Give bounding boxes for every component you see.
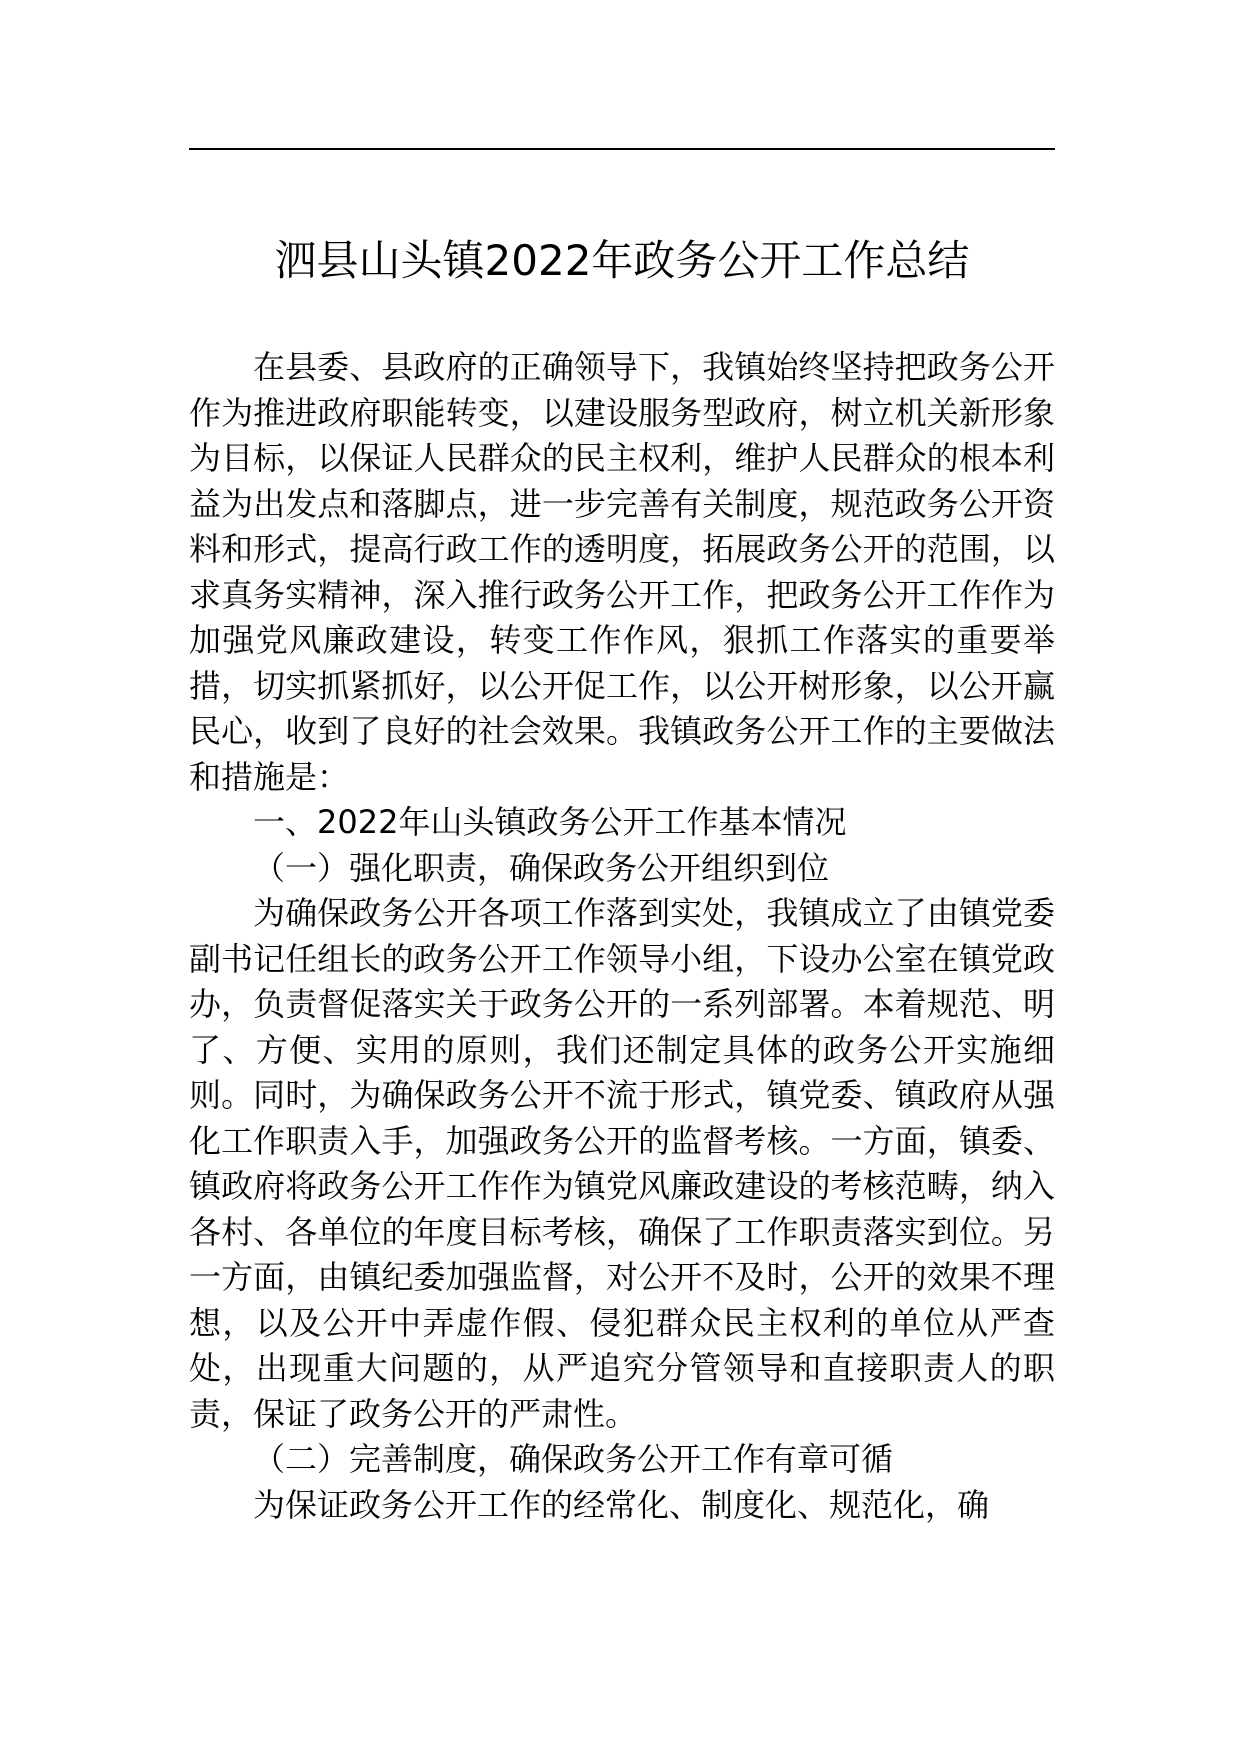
- intro-paragraph: 在县委、县政府的正确领导下，我镇始终坚持把政务公开作为推进政府职能转变，以建设服务型政府，树立机关新形象为目标，以保证人民群众的民主权利，维护人民群众的根本利益为出发点和落脚点，进一步完善有关制度，规范政务公开资料和形式，提高行政工作的透明度，拓展政务公开的范围，以求真务实精神，深入推行政务公开工作，把政务公开工作作为加强党风廉政建设，转变工作作风，狠抓工作落实的重要举措，切实抓紧抓好，以公开促工作，以公开树形象，以公开赢民心，收到了良好的社会效果。我镇政务公开工作的主要做法和措施是：: [189, 348, 1055, 796]
- body-paragraph: 为确保政务公开各项工作落到实处，我镇成立了由镇党委副书记任组长的政务公开工作领导小组，下设办公室在镇党政办，负责督促落实关于政务公开的一系列部署。本着规范、明了、方便、实用的原则，我们还制定具体的政务公开实施细则。同时，为确保政务公开不流于形式，镇党委、镇政府从强化工作职责入手，加强政务公开的监督考核。一方面，镇委、镇政府将政务公开工作作为镇党风廉政建设的考核范畴，纳入各村、各单位的年度目标考核，确保了工作职责落实到位。另一方面，由镇纪委加强监督，对公开不及时，公开的效果不理想，以及公开中弄虚作假、侵犯群众民主权利的单位从严查处，出现重大问题的，从严追究分管领导和直接职责人的职责，保证了政务公开的严肃性。: [189, 894, 1055, 1433]
- subsection-heading-1: （一）强化职责，确保政务公开组织到位: [253, 848, 830, 887]
- header-rule: [189, 148, 1055, 150]
- body-paragraph: 为保证政务公开工作的经常化、制度化、规范化，确: [253, 1485, 990, 1524]
- subsection-heading-2: （二）完善制度，确保政务公开工作有章可循: [253, 1440, 894, 1478]
- section-heading-1: 一、2022年山头镇政务公开工作基本情况: [253, 803, 847, 841]
- document-body: [189, 345, 1055, 1528]
- document-title: 泗县山头镇2022年政务公开工作总结: [274, 236, 970, 285]
